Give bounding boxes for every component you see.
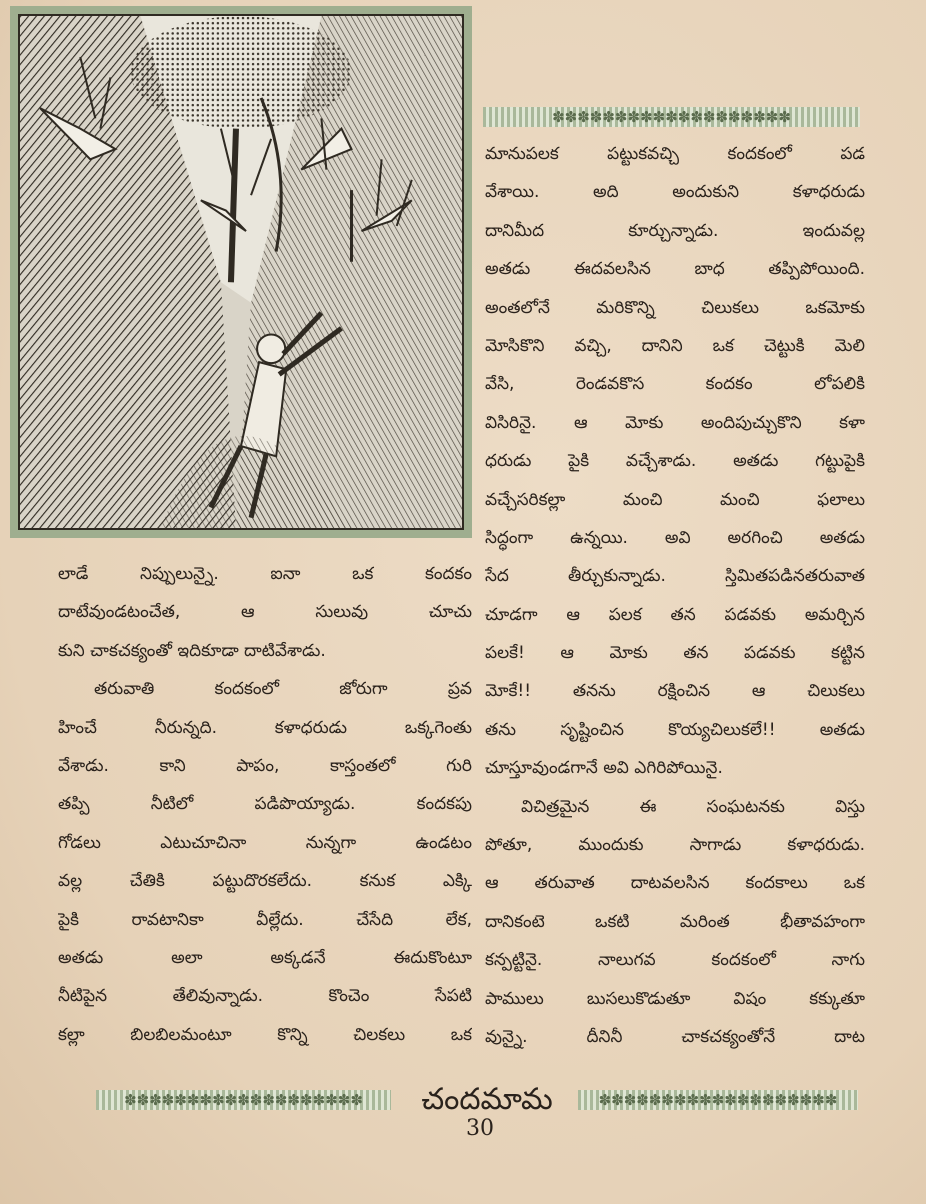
decorative-band-footer-left: [96, 1090, 391, 1110]
decorative-band-top: [483, 107, 860, 127]
text-line: వచ్చేసరికల్లా మంచి మంచి ఫలాలు: [485, 489, 865, 510]
text-line: చూడగా ఆ పలక తన పడవకు అమర్చిన: [485, 604, 865, 625]
text-line: సిద్ధంగా ఉన్నయి. అవి అరగించి అతడు: [485, 527, 865, 548]
text-line: కుని చాకచక్యంతో ఇదికూడా దాటివేశాడు.: [58, 640, 326, 661]
text-line: తరువాతి కందకంలో జోరుగా ప్రవ: [94, 679, 472, 700]
text-line: మోకే!! తనను రక్షించిన ఆ చిలుకలు: [485, 681, 865, 702]
text-line: మానుపలక పట్టుకవచ్చి కందకంలో పడ: [485, 144, 865, 164]
text-line: పైకి రావటానికా వీల్లేదు. చేసేది లేక,: [58, 909, 472, 930]
text-line: నీటిపైన తేలివున్నాడు. కొంచెం సేపటి: [58, 986, 472, 1007]
left-text-column: [58, 555, 472, 1054]
text-line: అతడు ఈదవలసిన బాధ తప్పిపోయింది.: [485, 259, 865, 280]
page-number: 30: [466, 1116, 494, 1141]
decorative-pattern: ✽✽✽✽✽✽✽✽✽✽✽✽✽✽✽✽✽✽✽: [124, 1091, 363, 1109]
text-line: చూస్తూవుండగానే అవి ఎగిరిపోయినై.: [485, 758, 723, 779]
text-line: వున్నై. దీనినీ చాకచక్యంతోనే దాట: [485, 1026, 865, 1047]
right-text-column: [485, 135, 865, 1056]
text-line: హించే నీరున్నది. కళాధరుడు ఒక్కగెంతు: [58, 717, 472, 738]
text-line: విచిత్రమైన ఈ సంఘటనకు విస్తు: [521, 796, 865, 817]
text-line: మోసికొని వచ్చి, దానిని ఒక చెట్టుకి మెలి: [485, 335, 865, 356]
text-line: వేశాడు. కాని పాపం, కాస్తంతలో గురి: [58, 755, 472, 776]
text-line: దాటేవుండటంచేత, ఆ సులువు చూచు: [58, 602, 472, 623]
text-line: గోడలు ఎటుచూచినా నున్నగా ఉండటం: [58, 832, 472, 853]
decorative-band-footer-right: [578, 1090, 858, 1110]
text-line: పాములు బుసలుకొడుతూ విషం కక్కుతూ: [485, 988, 865, 1009]
text-line: అతడు అలా అక్కడనే ఈదుకొంటూ: [58, 947, 472, 968]
text-line: వేసి, రెండవకొస కందకం లోపలికి: [485, 374, 865, 395]
text-line: సేద తీర్చుకున్నాడు. స్తిమితపడినతరువాత: [485, 566, 865, 587]
text-line: విసిరినై. ఆ మోకు అందిపుచ్చుకొని కళా: [485, 412, 865, 433]
text-line: తప్పి నీటిలో పడిపొయ్యాడు. కందకపు: [58, 794, 472, 815]
text-line: దానిమీద కూర్చున్నాడు. ఇందువల్ల: [485, 220, 865, 241]
text-line: అంతలోనే మరికొన్ని చిలుకలు ఒకమోకు: [485, 297, 865, 318]
decorative-pattern: ✽✽✽✽✽✽✽✽✽✽✽✽✽✽✽✽✽✽✽: [552, 108, 791, 126]
decorative-pattern: ✽✽✽✽✽✽✽✽✽✽✽✽✽✽✽✽✽✽✽: [598, 1091, 838, 1109]
text-line: వేశాయి. అది అందుకుని కళాధరుడు: [485, 182, 865, 203]
text-line: దానికంటె ఒకటి మరింత భీతావహంగా: [485, 911, 865, 932]
text-line: ఆ తరువాత దాటవలసిన కందకాలు ఒక: [485, 873, 865, 894]
text-line: వల్ల చేతికి పట్టుదొరకలేదు. కనుక ఎక్కి: [58, 871, 472, 892]
story-illustration: [10, 6, 472, 538]
text-line: తను సృష్టించిన కొయ్యచిలుకలే!! అతడు: [485, 719, 865, 740]
illustration-frame: [18, 14, 464, 530]
text-line: ధరుడు పైకి వచ్చేశాడు. అతడు గట్టుపైకి: [485, 451, 865, 472]
illustration-man-climbing-with-parrots-icon: [20, 16, 462, 528]
text-line: లాడే నిప్పులున్నై. ఐనా ఒక కందకం: [58, 564, 472, 584]
text-line: పోతూ, ముందుకు సాగాడు కళాధరుడు.: [485, 835, 865, 856]
text-line: పలకే! ఆ మోకు తన పడవకు కట్టిన: [485, 643, 865, 664]
text-line: కన్పట్టినై. నాలుగవ కందకంలో నాగు: [485, 950, 865, 971]
magazine-name: చందమామ: [421, 1082, 553, 1117]
text-line: కల్లా బిలబిలమంటూ కొన్ని చిలకలు ఒక: [58, 1024, 472, 1045]
